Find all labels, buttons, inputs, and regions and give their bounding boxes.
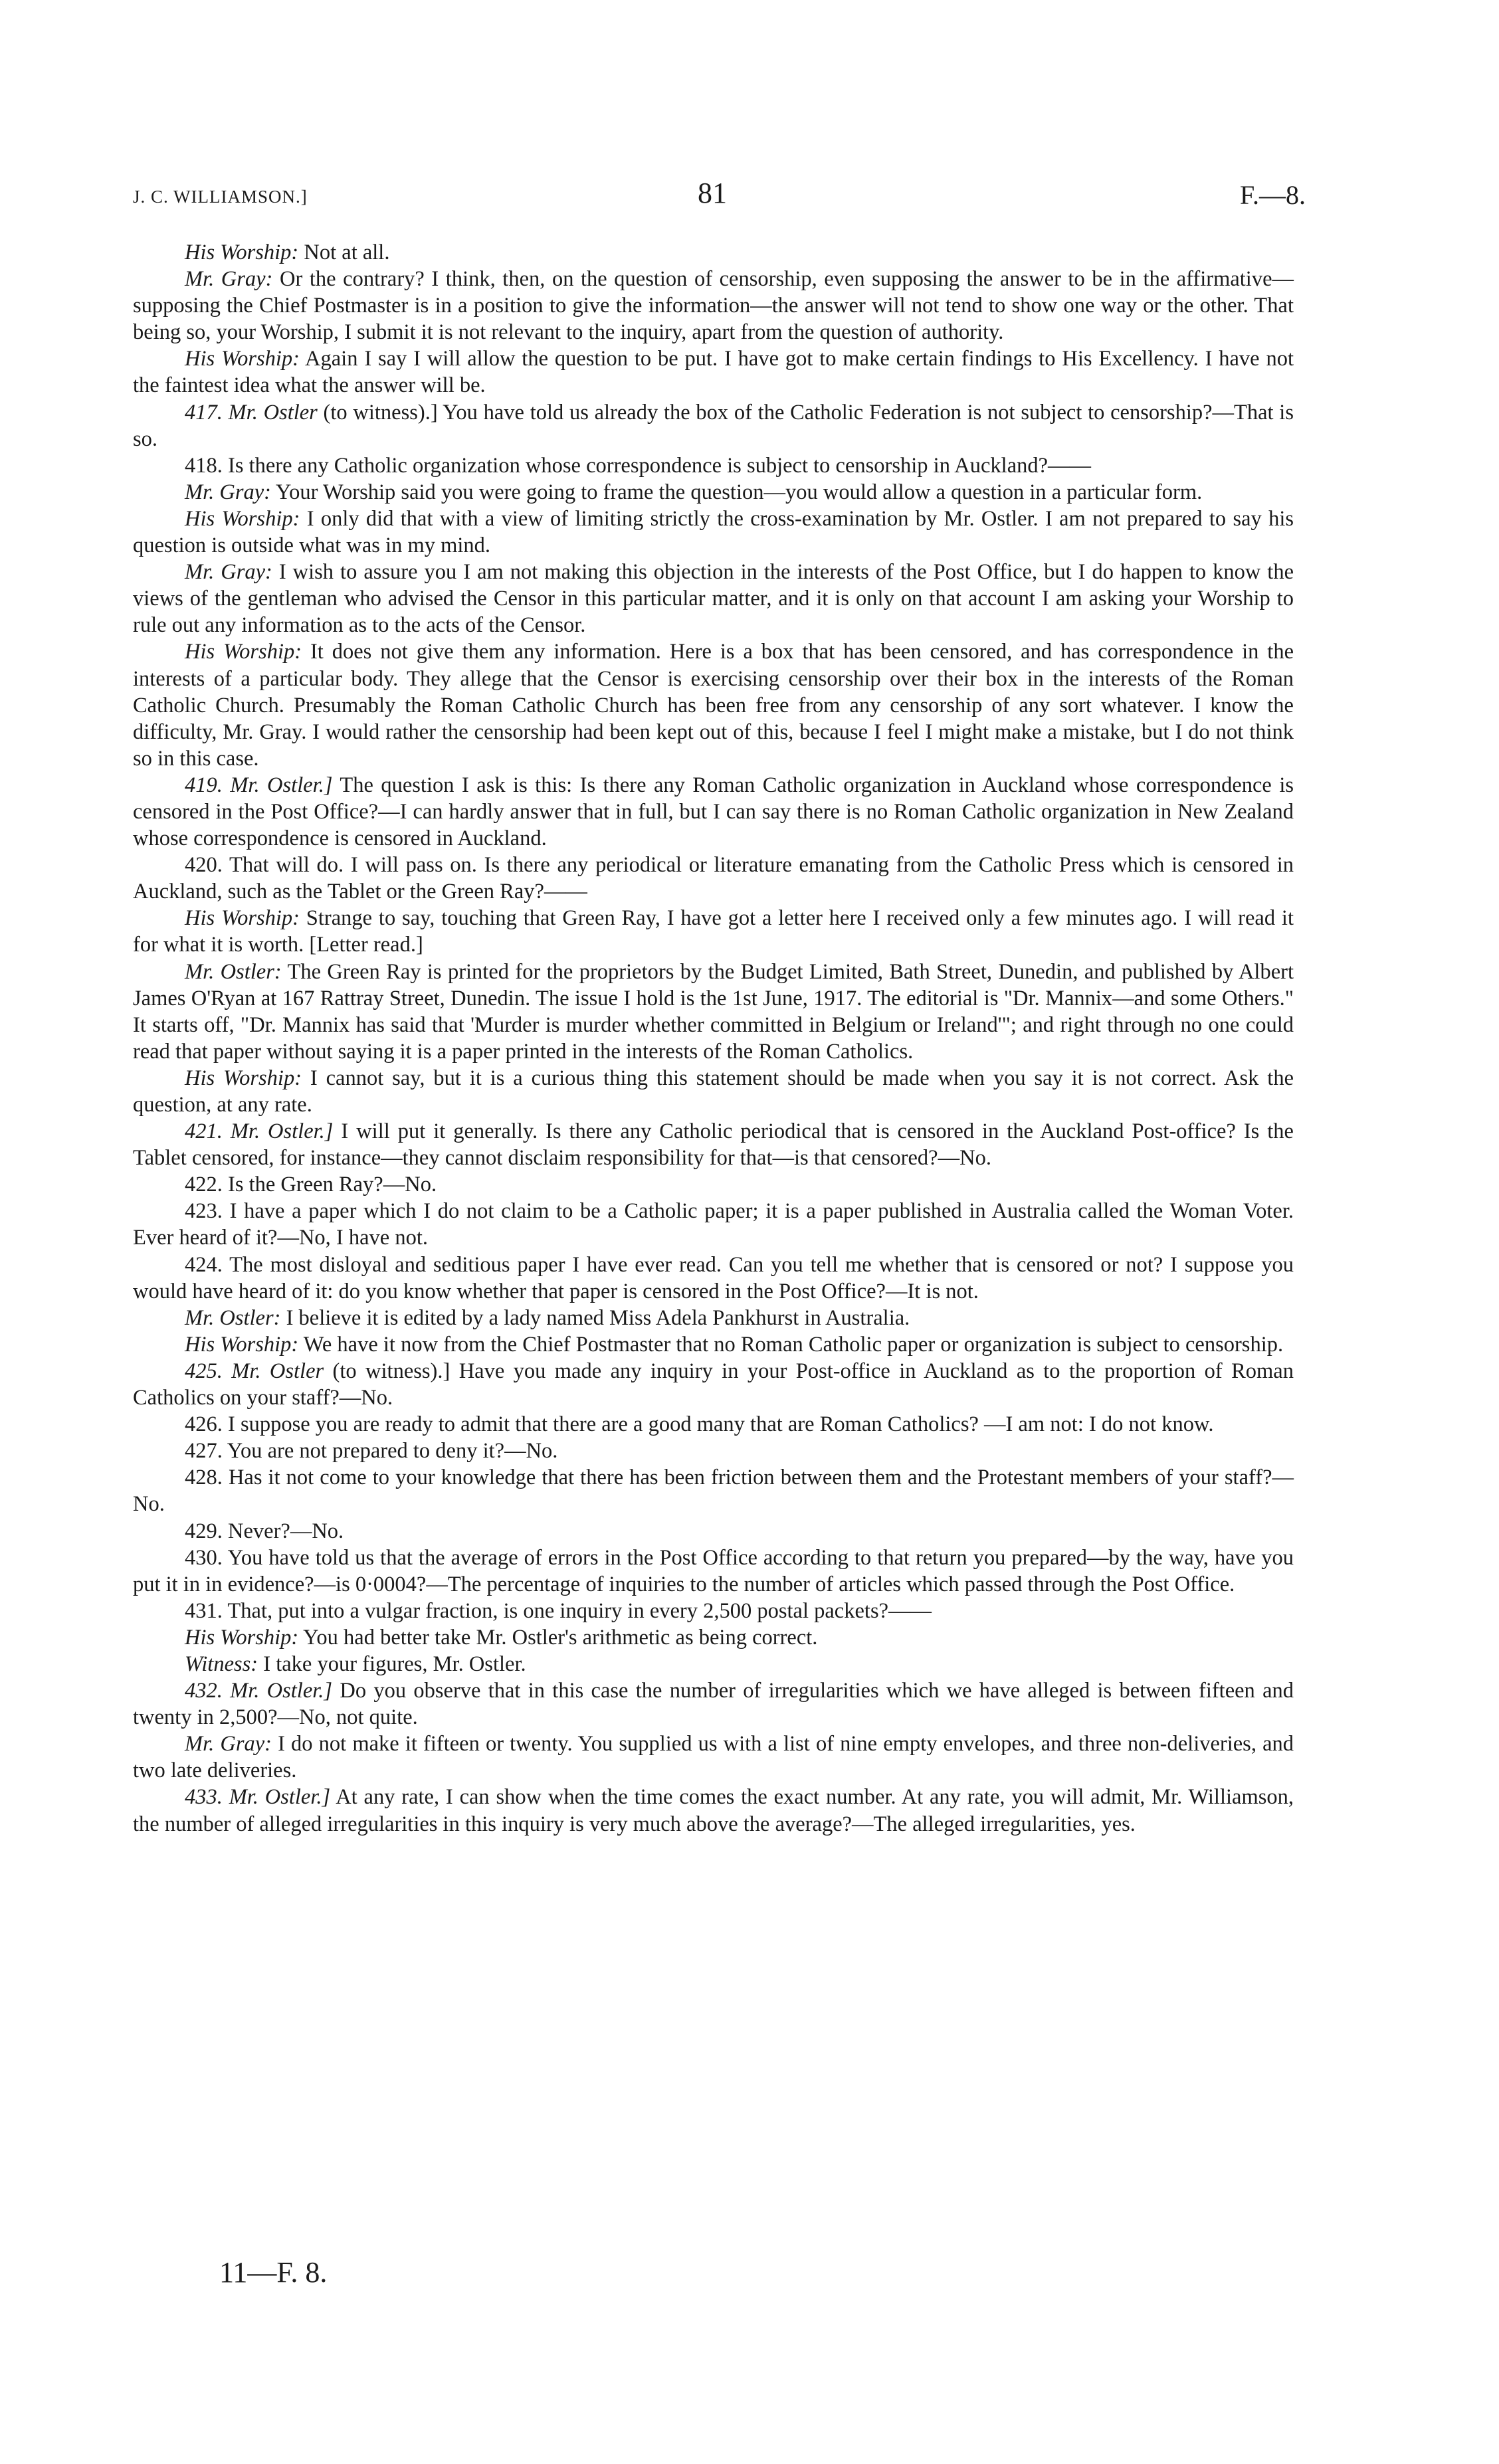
transcript-paragraph xyxy=(133,1358,1294,1411)
transcript-body xyxy=(133,239,1294,1838)
speaker-label: His Worship: xyxy=(185,640,302,664)
transcript-paragraph xyxy=(133,1518,1294,1545)
paragraph-text: Do you observe that in this case the number of irregularities which we have alleged is between fifteen and twenty in 2,500?—No, not quite. xyxy=(133,1679,1294,1730)
transcript-paragraph xyxy=(133,959,1294,1065)
speaker-label: Witness: xyxy=(185,1652,258,1676)
speaker-label: 433. Mr. Ostler.] xyxy=(185,1785,331,1810)
transcript-paragraph xyxy=(133,1545,1294,1598)
paragraph-text: Your Worship said you were going to frame the question—you would allow a question in a particular form. xyxy=(270,480,1203,504)
paragraph-text: 422. Is the Green Ray?—No. xyxy=(185,1173,437,1197)
transcript-paragraph xyxy=(133,479,1294,506)
paragraph-text: Strange to say, touching that Green Ray, I have got a letter here I received only a few minutes ago. I will read it for what it is worth. [Letter read.] xyxy=(133,906,1294,957)
paragraph-text: The question I ask is this: Is there any Roman Catholic organization in Auckland whose correspondence is censored in the Post Office?—I can hardly answer that in full, but I can say there is no Roman Catholic organization in New Zealand whose correspondence is censored in Auckland. xyxy=(133,773,1294,851)
transcript-paragraph xyxy=(133,266,1294,345)
transcript-paragraph xyxy=(133,1438,1294,1464)
transcript-paragraph xyxy=(133,1331,1294,1358)
transcript-paragraph xyxy=(133,1651,1294,1677)
paragraph-text: Not at all. xyxy=(298,240,390,264)
transcript-paragraph xyxy=(133,1252,1294,1305)
transcript-paragraph xyxy=(133,905,1294,958)
transcript-paragraph xyxy=(133,1118,1294,1171)
speaker-label: His Worship: xyxy=(185,906,300,931)
speaker-label: Mr. Gray: xyxy=(185,267,273,292)
speaker-label: His Worship: xyxy=(185,1332,299,1357)
paragraph-text: I wish to assure you I am not making this objection in the interests of the Post Office, but I do happen to know the views of the gentleman who advised the Censor in this particular matter, and it is only on that account I am asking your Worship to rule out any information as to the acts of the Censor. xyxy=(133,560,1294,638)
paragraph-text: 431. That, put into a vulgar fraction, is one inquiry in every 2,500 postal packets?—— xyxy=(185,1598,932,1623)
transcript-paragraph xyxy=(133,559,1294,638)
speaker-label: His Worship: xyxy=(185,506,300,531)
transcript-paragraph xyxy=(133,1624,1294,1651)
speaker-label: Mr. Ostler: xyxy=(185,959,282,984)
signature-mark: 11—F. 8. xyxy=(219,2256,328,2289)
paragraph-text: Again I say I will allow the question to be put. I have got to make certain findings to His Excellency. I have not the faintest idea what the answer will be. xyxy=(133,347,1294,398)
paragraph-text: We have it now from the Chief Postmaster that no Roman Catholic paper or organization is subject to censorship. xyxy=(298,1332,1284,1357)
paragraph-text: 418. Is there any Catholic organization whose correspondence is subject to censorship in Auckland?—— xyxy=(185,453,1092,478)
speaker-label: Mr. Ostler: xyxy=(185,1305,281,1330)
transcript-paragraph xyxy=(133,638,1294,771)
transcript-paragraph xyxy=(133,399,1294,452)
page-number: 81 xyxy=(698,177,727,209)
paragraph-text: I do not make it fifteen or twenty. You supplied us with a list of nine empty envelopes, and three non-deliveries, and two late deliveries. xyxy=(133,1732,1294,1783)
paragraph-text: The Green Ray is printed for the proprietors by the Budget Limited, Bath Street, Dunedin, and published by Albert James O'Ryan at 167 Rattray Street, Dunedin. The issue I hold is the 1st June, 1917. The editorial is "Dr. Mannix—and some Others." It starts off, "Dr. Mannix has said that 'Murder is murder whether committed in Belgium or Ireland'"; and right through no one could read that paper without saying it is a paper printed in the interests of the Roman Catholics. xyxy=(133,959,1294,1064)
paragraph-text: 429. Never?—No. xyxy=(185,1519,344,1543)
paragraph-text: 426. I suppose you are ready to admit that there are a good many that are Roman Catholics? —I am not: I do not know. xyxy=(185,1412,1214,1437)
transcript-paragraph xyxy=(133,1598,1294,1624)
paragraph-text: 427. You are not prepared to deny it?—No. xyxy=(185,1439,558,1464)
paragraph-text: I cannot say, but it is a curious thing this statement should be made when you say it is not correct. Ask the question, at any rate. xyxy=(133,1066,1294,1117)
running-head-witness: J. C. WILLIAMSON.] xyxy=(133,187,308,207)
transcript-paragraph xyxy=(133,1305,1294,1331)
paragraph-text: I believe it is edited by a lady named Miss Adela Pankhurst in Australia. xyxy=(280,1305,910,1330)
transcript-paragraph xyxy=(133,239,1294,266)
paragraph-text: 420. That will do. I will pass on. Is there any periodical or literature emanating from the Catholic Press which is censored in Auckland, such as the Tablet or the Green Ray?—— xyxy=(133,853,1294,904)
speaker-label: His Worship: xyxy=(185,1066,302,1090)
transcript-paragraph xyxy=(133,1198,1294,1251)
paragraph-text: 424. The most disloyal and seditious paper I have ever read. Can you tell me whether that is censored or not? I suppose you would have heard of it: do you know whether that paper is censored in the Post Office?—It is not. xyxy=(133,1252,1294,1303)
speaker-label: 419. Mr. Ostler.] xyxy=(185,773,333,797)
paragraph-text: You had better take Mr. Ostler's arithmetic as being correct. xyxy=(298,1625,818,1650)
transcript-paragraph xyxy=(133,772,1294,852)
speaker-label: Mr. Gray: xyxy=(185,560,272,585)
paragraph-text: (to witness).] Have you made any inquiry in your Post-office in Auckland as to the proportion of Roman Catholics on your staff?—No. xyxy=(133,1359,1294,1410)
transcript-paragraph xyxy=(133,1677,1294,1731)
speaker-label: 421. Mr. Ostler.] xyxy=(185,1119,334,1144)
transcript-paragraph xyxy=(133,1731,1294,1784)
transcript-paragraph xyxy=(133,345,1294,399)
paragraph-text: 423. I have a paper which I do not claim to be a Catholic paper; it is a paper published in Australia called the Woman Voter. Ever heard of it?—No, I have not. xyxy=(133,1199,1294,1250)
transcript-paragraph xyxy=(133,506,1294,559)
speaker-label: His Worship: xyxy=(185,347,300,371)
paragraph-text: Or the contrary? I think, then, on the question of censorship, even supposing the answer to be in the affirmative—supposing the Chief Postmaster is in a position to give the information—the answer will not tend to show one way or the other. That being so, your Worship, I submit it is not relevant to the inquiry, apart from the question of authority. xyxy=(133,267,1294,345)
paragraph-text: 430. You have told us that the average of errors in the Post Office according to that return you prepared—by the way, have you put it in in evidence?—is 0·0004?—The percentage of inquiries to the number of articles which passed through the Post Office. xyxy=(133,1545,1294,1596)
transcript-paragraph xyxy=(133,1464,1294,1517)
speaker-label: His Worship: xyxy=(185,240,299,264)
paragraph-text: I will put it generally. Is there any Catholic periodical that is censored in the Auckland Post-office? Is the Tablet censored, for instance—they cannot disclaim responsibility for that—is that censored?—No. xyxy=(133,1119,1294,1171)
paragraph-text: 428. Has it not come to your knowledge that there has been friction between them and the Protestant members of your staff?—No. xyxy=(133,1466,1294,1517)
transcript-paragraph xyxy=(133,1411,1294,1438)
speaker-label: 417. Mr. Ostler xyxy=(185,400,318,425)
paragraph-text: (to witness).] You have told us already the box of the Catholic Federation is not subject to censorship?—That is so. xyxy=(133,400,1294,451)
paragraph-text: At any rate, I can show when the time comes the exact number. At any rate, you will admit, Mr. Williamson, the number of alleged irregularities in this inquiry is very much above the average?—The alleged irregularities, yes. xyxy=(133,1785,1294,1836)
transcript-paragraph xyxy=(133,1065,1294,1118)
paragraph-text: I take your figures, Mr. Ostler. xyxy=(258,1652,526,1676)
transcript-paragraph xyxy=(133,1171,1294,1198)
speaker-label: 432. Mr. Ostler.] xyxy=(185,1679,333,1703)
transcript-paragraph xyxy=(133,852,1294,905)
paragraph-text: It does not give them any information. Here is a box that has been censored, and has correspondence in the interests of a particular body. They allege that the Censor is exercising censorship over their box in the interests of the Roman Catholic Church. Presumably the Roman Catholic Church has been free from any censorship of any sort whatever. I know the difficulty, Mr. Gray. I would rather the censorship had been kept out of this, because I feel I might make a mistake, but I do not think so in this case. xyxy=(133,640,1294,771)
transcript-paragraph xyxy=(133,1784,1294,1837)
speaker-label: 425. Mr. Ostler xyxy=(185,1359,324,1383)
transcript-paragraph xyxy=(133,452,1294,479)
speaker-label: Mr. Gray: xyxy=(185,1732,272,1756)
speaker-label: Mr. Gray: xyxy=(185,480,271,504)
speaker-label: His Worship: xyxy=(185,1625,299,1650)
document-reference: F.—8. xyxy=(1240,180,1306,210)
paragraph-text: I only did that with a view of limiting strictly the cross-examination by Mr. Ostler. I am not prepared to say his question is outside what was in my mind. xyxy=(133,506,1294,558)
